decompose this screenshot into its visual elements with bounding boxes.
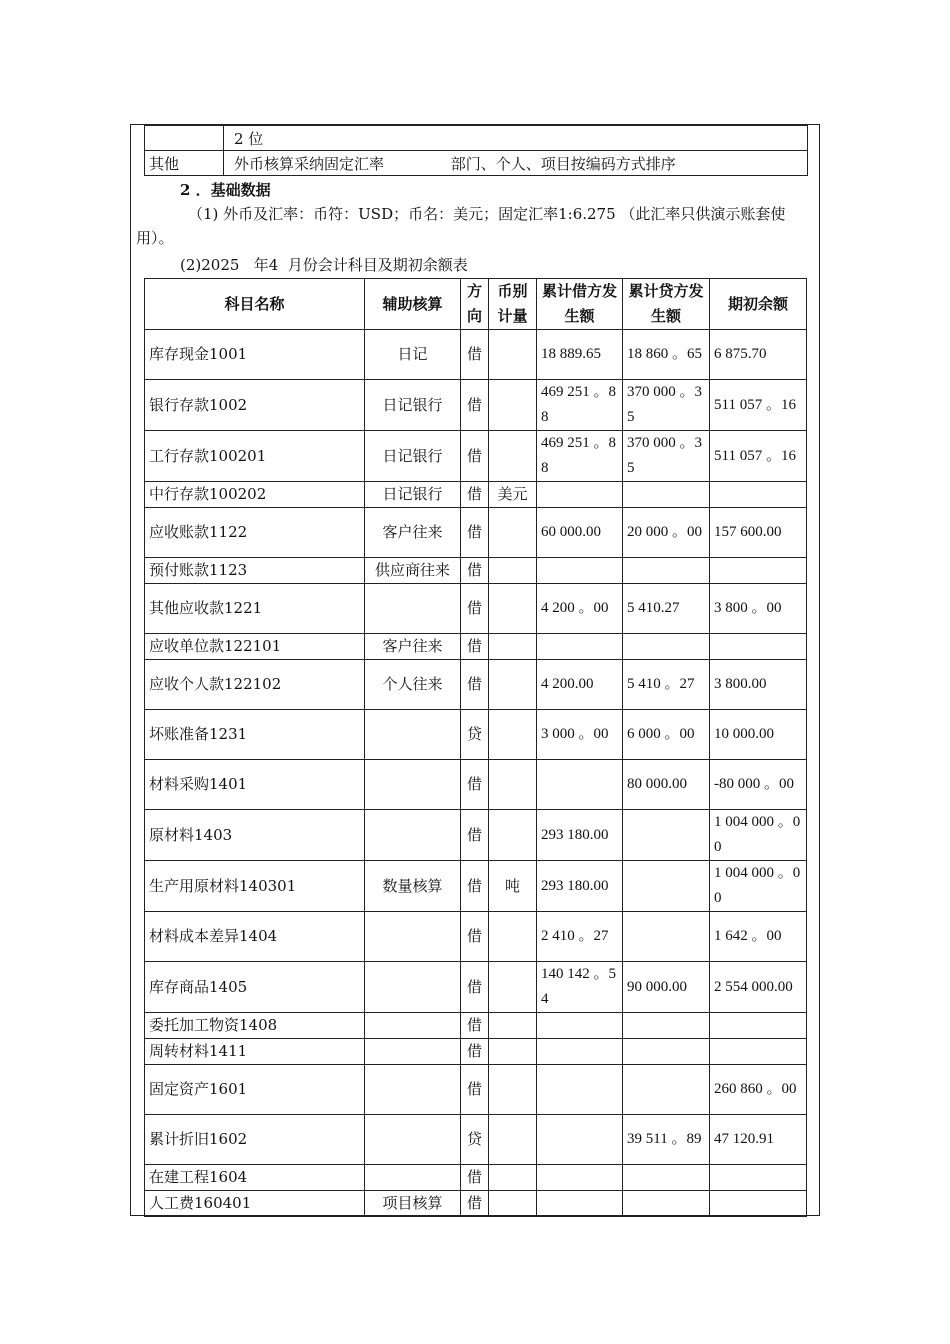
currency-cell xyxy=(489,330,537,380)
direction-cell: 借 xyxy=(461,810,489,861)
debit-cell xyxy=(537,1191,623,1217)
debit-cell: 60 000.00 xyxy=(537,508,623,558)
balance-cell: 157 600.00 xyxy=(710,508,807,558)
balance-cell: 47 120.91 xyxy=(710,1115,807,1165)
debit-cell: 469 251 。88 xyxy=(537,431,623,482)
balance-cell xyxy=(710,1191,807,1217)
auxiliary-cell: 供应商往来 xyxy=(365,558,461,584)
account-name-cell: 库存商品1405 xyxy=(145,962,365,1013)
credit-cell: 90 000.00 xyxy=(623,962,710,1013)
direction-cell: 借 xyxy=(461,380,489,431)
table-row xyxy=(145,1065,807,1115)
balance-cell: 260 860 。00 xyxy=(710,1065,807,1115)
credit-cell xyxy=(623,861,710,912)
settings-row xyxy=(145,126,808,151)
credit-cell xyxy=(623,1065,710,1115)
direction-cell: 借 xyxy=(461,861,489,912)
settings-cell-label: 其他 xyxy=(145,151,224,176)
table-row xyxy=(145,861,807,912)
balance-cell: 3 800 。00 xyxy=(710,584,807,634)
balance-cell: 3 800.00 xyxy=(710,660,807,710)
direction-cell: 借 xyxy=(461,508,489,558)
debit-cell: 469 251 。88 xyxy=(537,380,623,431)
credit-cell: 18 860 。65 xyxy=(623,330,710,380)
auxiliary-cell: 个人往来 xyxy=(365,660,461,710)
currency-cell: 吨 xyxy=(489,861,537,912)
account-name-cell: 原材料1403 xyxy=(145,810,365,861)
currency-cell xyxy=(489,962,537,1013)
auxiliary-cell: 日记银行 xyxy=(365,482,461,508)
currency-cell xyxy=(489,558,537,584)
header-debit: 累计借方发生额 xyxy=(537,279,623,330)
debit-cell: 3 000 。00 xyxy=(537,710,623,760)
auxiliary-cell xyxy=(365,1065,461,1115)
account-name-cell: 在建工程1604 xyxy=(145,1165,365,1191)
debit-cell: 4 200 。00 xyxy=(537,584,623,634)
currency-cell xyxy=(489,1065,537,1115)
currency-cell xyxy=(489,1013,537,1039)
table-row xyxy=(145,558,807,584)
table-row xyxy=(145,482,807,508)
auxiliary-cell: 日记银行 xyxy=(365,431,461,482)
account-name-cell: 库存现金1001 xyxy=(145,330,365,380)
direction-cell: 借 xyxy=(461,1165,489,1191)
account-name-cell: 预付账款1123 xyxy=(145,558,365,584)
table-row xyxy=(145,1013,807,1039)
debit-cell: 293 180.00 xyxy=(537,810,623,861)
table-row xyxy=(145,810,807,861)
direction-cell: 借 xyxy=(461,482,489,508)
direction-cell: 借 xyxy=(461,912,489,962)
currency-cell xyxy=(489,1191,537,1217)
table-row xyxy=(145,760,807,810)
credit-cell xyxy=(623,1013,710,1039)
balance-cell xyxy=(710,634,807,660)
direction-cell: 借 xyxy=(461,1191,489,1217)
balance-cell: 2 554 000.00 xyxy=(710,962,807,1013)
credit-cell: 39 511 。89 xyxy=(623,1115,710,1165)
credit-cell xyxy=(623,482,710,508)
direction-cell: 借 xyxy=(461,660,489,710)
table-row xyxy=(145,634,807,660)
header-balance: 期初余额 xyxy=(710,279,807,330)
currency-cell xyxy=(489,508,537,558)
auxiliary-cell xyxy=(365,760,461,810)
table-row xyxy=(145,1039,807,1065)
table-row xyxy=(145,508,807,558)
exchange-rate-paragraph: （1) 外币及汇率：币符：USD；币名：美元；固定汇率1:6.275 （此汇率只供演示账套使用）。 xyxy=(136,205,786,247)
account-name-cell: 银行存款1002 xyxy=(145,380,365,431)
settings-cell-value: 2 位 xyxy=(224,126,808,151)
debit-cell: 140 142 。54 xyxy=(537,962,623,1013)
currency-cell xyxy=(489,431,537,482)
auxiliary-cell xyxy=(365,962,461,1013)
table-row xyxy=(145,330,807,380)
header-currency: 币别计量 xyxy=(489,279,537,330)
table-caption: (2)2025 年4 月份会计科目及期初余额表 xyxy=(180,256,468,274)
account-name-cell: 坏账准备1231 xyxy=(145,710,365,760)
auxiliary-cell xyxy=(365,912,461,962)
account-name-cell: 固定资产1601 xyxy=(145,1065,365,1115)
table-row xyxy=(145,660,807,710)
header-account-name: 科目名称 xyxy=(145,279,365,330)
table-row xyxy=(145,1165,807,1191)
auxiliary-cell xyxy=(365,584,461,634)
direction-cell: 借 xyxy=(461,1039,489,1065)
credit-cell xyxy=(623,1039,710,1065)
balance-cell xyxy=(710,1039,807,1065)
currency-cell xyxy=(489,660,537,710)
balance-cell xyxy=(710,558,807,584)
currency-cell: 美元 xyxy=(489,482,537,508)
debit-cell xyxy=(537,558,623,584)
header-auxiliary: 辅助核算 xyxy=(365,279,461,330)
direction-cell: 借 xyxy=(461,584,489,634)
auxiliary-cell xyxy=(365,1115,461,1165)
accounts-balance-table xyxy=(144,278,807,1217)
balance-cell: 511 057 。16 xyxy=(710,380,807,431)
auxiliary-cell xyxy=(365,1013,461,1039)
account-name-cell: 材料采购1401 xyxy=(145,760,365,810)
settings-cell-label xyxy=(145,126,224,151)
table-row xyxy=(145,1191,807,1217)
credit-cell: 5 410 。27 xyxy=(623,660,710,710)
table-row xyxy=(145,710,807,760)
settings-cell-value: 外币核算采纳固定汇率 部门、个人、项目按编码方式排序 xyxy=(224,151,808,176)
currency-cell xyxy=(489,760,537,810)
direction-cell: 借 xyxy=(461,1013,489,1039)
account-name-cell: 委托加工物资1408 xyxy=(145,1013,365,1039)
currency-cell xyxy=(489,634,537,660)
direction-cell: 借 xyxy=(461,1065,489,1115)
table-row xyxy=(145,912,807,962)
account-name-cell: 生产用原材料140301 xyxy=(145,861,365,912)
balance-cell xyxy=(710,1165,807,1191)
credit-cell xyxy=(623,558,710,584)
auxiliary-cell: 日记 xyxy=(365,330,461,380)
credit-cell xyxy=(623,1165,710,1191)
credit-cell: 20 000 。00 xyxy=(623,508,710,558)
account-name-cell: 材料成本差异1404 xyxy=(145,912,365,962)
credit-cell: 370 000 。35 xyxy=(623,380,710,431)
auxiliary-cell: 客户往来 xyxy=(365,634,461,660)
settings-table xyxy=(144,125,808,176)
account-name-cell: 累计折旧1602 xyxy=(145,1115,365,1165)
balance-cell: 1 004 000 。00 xyxy=(710,861,807,912)
direction-cell: 借 xyxy=(461,330,489,380)
account-name-cell: 应收账款1122 xyxy=(145,508,365,558)
auxiliary-cell xyxy=(365,1039,461,1065)
header-direction: 方向 xyxy=(461,279,489,330)
currency-cell xyxy=(489,1115,537,1165)
table-header-row xyxy=(145,279,807,330)
debit-cell xyxy=(537,1065,623,1115)
settings-row xyxy=(145,151,808,176)
balance-cell: -80 000 。00 xyxy=(710,760,807,810)
credit-cell: 370 000 。35 xyxy=(623,431,710,482)
balance-cell: 1 642 。00 xyxy=(710,912,807,962)
debit-cell xyxy=(537,1013,623,1039)
direction-cell: 借 xyxy=(461,558,489,584)
balance-cell: 6 875.70 xyxy=(710,330,807,380)
balance-cell: 511 057 。16 xyxy=(710,431,807,482)
account-name-cell: 人工费160401 xyxy=(145,1191,365,1217)
account-name-cell: 应收个人款122102 xyxy=(145,660,365,710)
currency-cell xyxy=(489,584,537,634)
section-heading: 2 ．基础数据 xyxy=(180,181,271,199)
table-row xyxy=(145,380,807,431)
direction-cell: 借 xyxy=(461,634,489,660)
currency-cell xyxy=(489,1039,537,1065)
auxiliary-cell xyxy=(365,710,461,760)
auxiliary-cell: 日记银行 xyxy=(365,380,461,431)
debit-cell xyxy=(537,1039,623,1065)
currency-cell xyxy=(489,710,537,760)
debit-cell: 4 200.00 xyxy=(537,660,623,710)
currency-cell xyxy=(489,380,537,431)
debit-cell xyxy=(537,634,623,660)
table-row xyxy=(145,1115,807,1165)
debit-cell: 2 410 。27 xyxy=(537,912,623,962)
currency-cell xyxy=(489,912,537,962)
credit-cell: 80 000.00 xyxy=(623,760,710,810)
direction-cell: 贷 xyxy=(461,1115,489,1165)
direction-cell: 借 xyxy=(461,962,489,1013)
balance-cell: 1 004 000 。00 xyxy=(710,810,807,861)
account-name-cell: 周转材料1411 xyxy=(145,1039,365,1065)
direction-cell: 借 xyxy=(461,760,489,810)
credit-cell xyxy=(623,634,710,660)
account-name-cell: 工行存款100201 xyxy=(145,431,365,482)
balance-cell xyxy=(710,482,807,508)
auxiliary-cell: 数量核算 xyxy=(365,861,461,912)
credit-cell: 6 000 。00 xyxy=(623,710,710,760)
table-row xyxy=(145,962,807,1013)
auxiliary-cell xyxy=(365,1165,461,1191)
credit-cell xyxy=(623,1191,710,1217)
currency-cell xyxy=(489,1165,537,1191)
auxiliary-cell xyxy=(365,810,461,861)
debit-cell: 293 180.00 xyxy=(537,861,623,912)
credit-cell xyxy=(623,912,710,962)
debit-cell xyxy=(537,1115,623,1165)
auxiliary-cell: 项目核算 xyxy=(365,1191,461,1217)
account-name-cell: 中行存款100202 xyxy=(145,482,365,508)
header-credit: 累计贷方发生额 xyxy=(623,279,710,330)
balance-cell: 10 000.00 xyxy=(710,710,807,760)
currency-cell xyxy=(489,810,537,861)
credit-cell: 5 410.27 xyxy=(623,584,710,634)
direction-cell: 借 xyxy=(461,431,489,482)
debit-cell xyxy=(537,760,623,810)
table-row xyxy=(145,431,807,482)
debit-cell xyxy=(537,1165,623,1191)
balance-cell xyxy=(710,1013,807,1039)
debit-cell xyxy=(537,482,623,508)
direction-cell: 贷 xyxy=(461,710,489,760)
table-row xyxy=(145,584,807,634)
account-name-cell: 应收单位款122101 xyxy=(145,634,365,660)
debit-cell: 18 889.65 xyxy=(537,330,623,380)
auxiliary-cell: 客户往来 xyxy=(365,508,461,558)
account-name-cell: 其他应收款1221 xyxy=(145,584,365,634)
credit-cell xyxy=(623,810,710,861)
